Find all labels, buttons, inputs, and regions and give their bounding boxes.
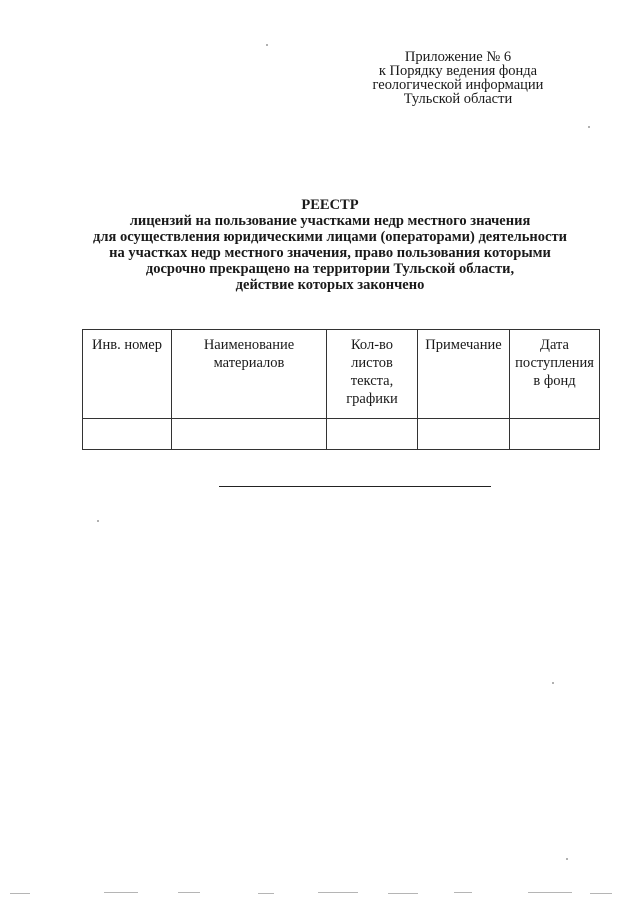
table-header-row — [83, 330, 600, 419]
appendix-line: к Порядку ведения фонда — [378, 63, 538, 79]
scan-speck — [566, 858, 568, 860]
scan-artifact — [388, 893, 418, 894]
scan-artifact — [104, 892, 138, 893]
table-cell — [510, 419, 600, 450]
table-row — [83, 419, 600, 450]
scan-speck — [552, 682, 554, 684]
scan-speck — [97, 520, 99, 522]
appendix-line: геологической информации — [372, 77, 544, 93]
title-line: на участках недр местного значения, право пользования которыми — [109, 245, 551, 261]
signature-line — [219, 486, 491, 487]
scan-artifact — [178, 892, 200, 893]
document-title — [60, 197, 600, 293]
appendix-line: Приложение № 6 — [404, 49, 512, 65]
column-header-note: Примечание — [418, 330, 510, 419]
scan-artifact — [528, 892, 572, 893]
column-header-material-name: Наименование материалов — [172, 330, 327, 419]
scan-speck — [588, 126, 590, 128]
appendix-line: Тульской области — [403, 91, 513, 107]
scan-speck — [266, 44, 268, 46]
table-cell — [327, 419, 418, 450]
title-line: досрочно прекращено на территории Тульской области, — [145, 261, 515, 277]
title-line: действие которых закончено — [235, 277, 425, 293]
table-cell — [418, 419, 510, 450]
column-header-inventory-number: Инв. номер — [83, 330, 172, 419]
registry-table — [82, 329, 600, 450]
scan-artifact — [10, 893, 30, 894]
title-line: лицензий на пользование участками недр местного значения — [129, 213, 531, 229]
column-header-sheet-count: Кол-во листов текста, графики — [327, 330, 418, 419]
appendix-header — [352, 50, 564, 106]
table-cell — [172, 419, 327, 450]
title-heading: РЕЕСТР — [301, 197, 359, 213]
title-line: для осуществления юридическими лицами (операторами) деятельности — [93, 229, 567, 245]
table-cell — [83, 419, 172, 450]
scan-artifact — [454, 892, 472, 893]
scan-artifact — [258, 893, 274, 894]
scan-artifact — [590, 893, 612, 894]
column-header-receipt-date: Дата поступления в фонд — [510, 330, 600, 419]
scan-artifact — [318, 892, 358, 893]
